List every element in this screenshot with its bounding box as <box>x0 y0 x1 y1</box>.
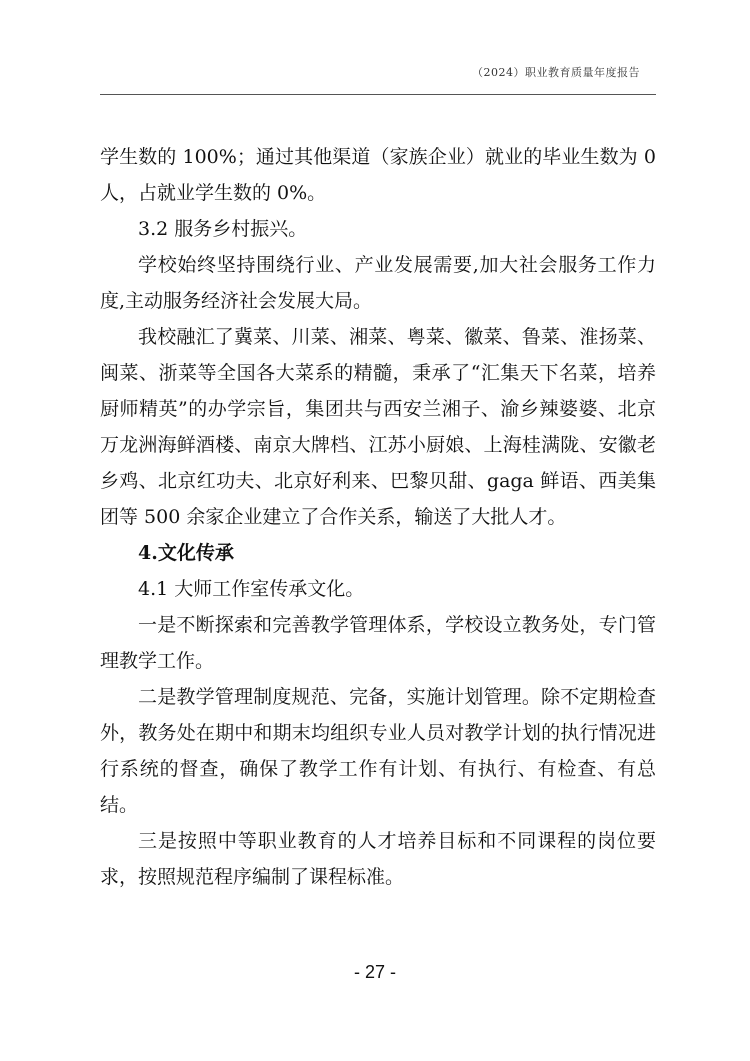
paragraph-teaching-system: 一是不断探索和完善教学管理体系，学校设立教务处，专门管理教学工作。 <box>100 614 656 672</box>
paragraph-employment-continued: 学生数的 100%；通过其他渠道（家族企业）就业的毕业生数为 0 人，占就业学生数的 0%。 <box>100 146 656 204</box>
section-heading-4-1: 4.1 大师工作室传承文化。 <box>138 578 365 600</box>
header-divider <box>100 94 656 95</box>
paragraph-curriculum-standards: 三是按照中等职业教育的人才培养目标和不同课程的岗位要求，按照规范程序编制了课程标准。 <box>100 830 656 888</box>
section-heading-3-2: 3.2 服务乡村振兴。 <box>138 218 308 240</box>
page-number: - 27 - <box>353 962 396 982</box>
document-body <box>100 139 656 895</box>
paragraph-teaching-management: 二是教学管理制度规范、完备，实施计划管理。除不定期检查外，教务处在期中和期末均组织专业人员对教学计划的执行情况进行系统的督查，确保了教学工作有计划、有执行、有检查、有总结。 <box>100 686 656 816</box>
report-header-title: （2024）职业教育质量年度报告 <box>472 66 640 79</box>
paragraph-cuisine-partners: 我校融汇了冀菜、川菜、湘菜、粤菜、徽菜、鲁菜、淮扬菜、闽菜、浙菜等全国各大菜系的精髓，秉承了“汇集天下名菜，培养厨师精英”的办学宗旨，集团共与西安兰湘子、渝乡辣婆婆、北京万龙洲海鲜酒楼、南京大牌档、江苏小厨娘、上海桂满陇、安徽老乡鸡、北京红功夫、北京好利来、巴黎贝甜、gaga 鲜语、西美集团等 500 余家企业建立了合作关系，输送了大批人才。 <box>100 326 656 528</box>
paragraph-social-service: 学校始终坚持围绕行业、产业发展需要,加大社会服务工作力度,主动服务经济社会发展大局。 <box>100 254 656 312</box>
section-heading-4: 4.文化传承 <box>138 542 234 564</box>
